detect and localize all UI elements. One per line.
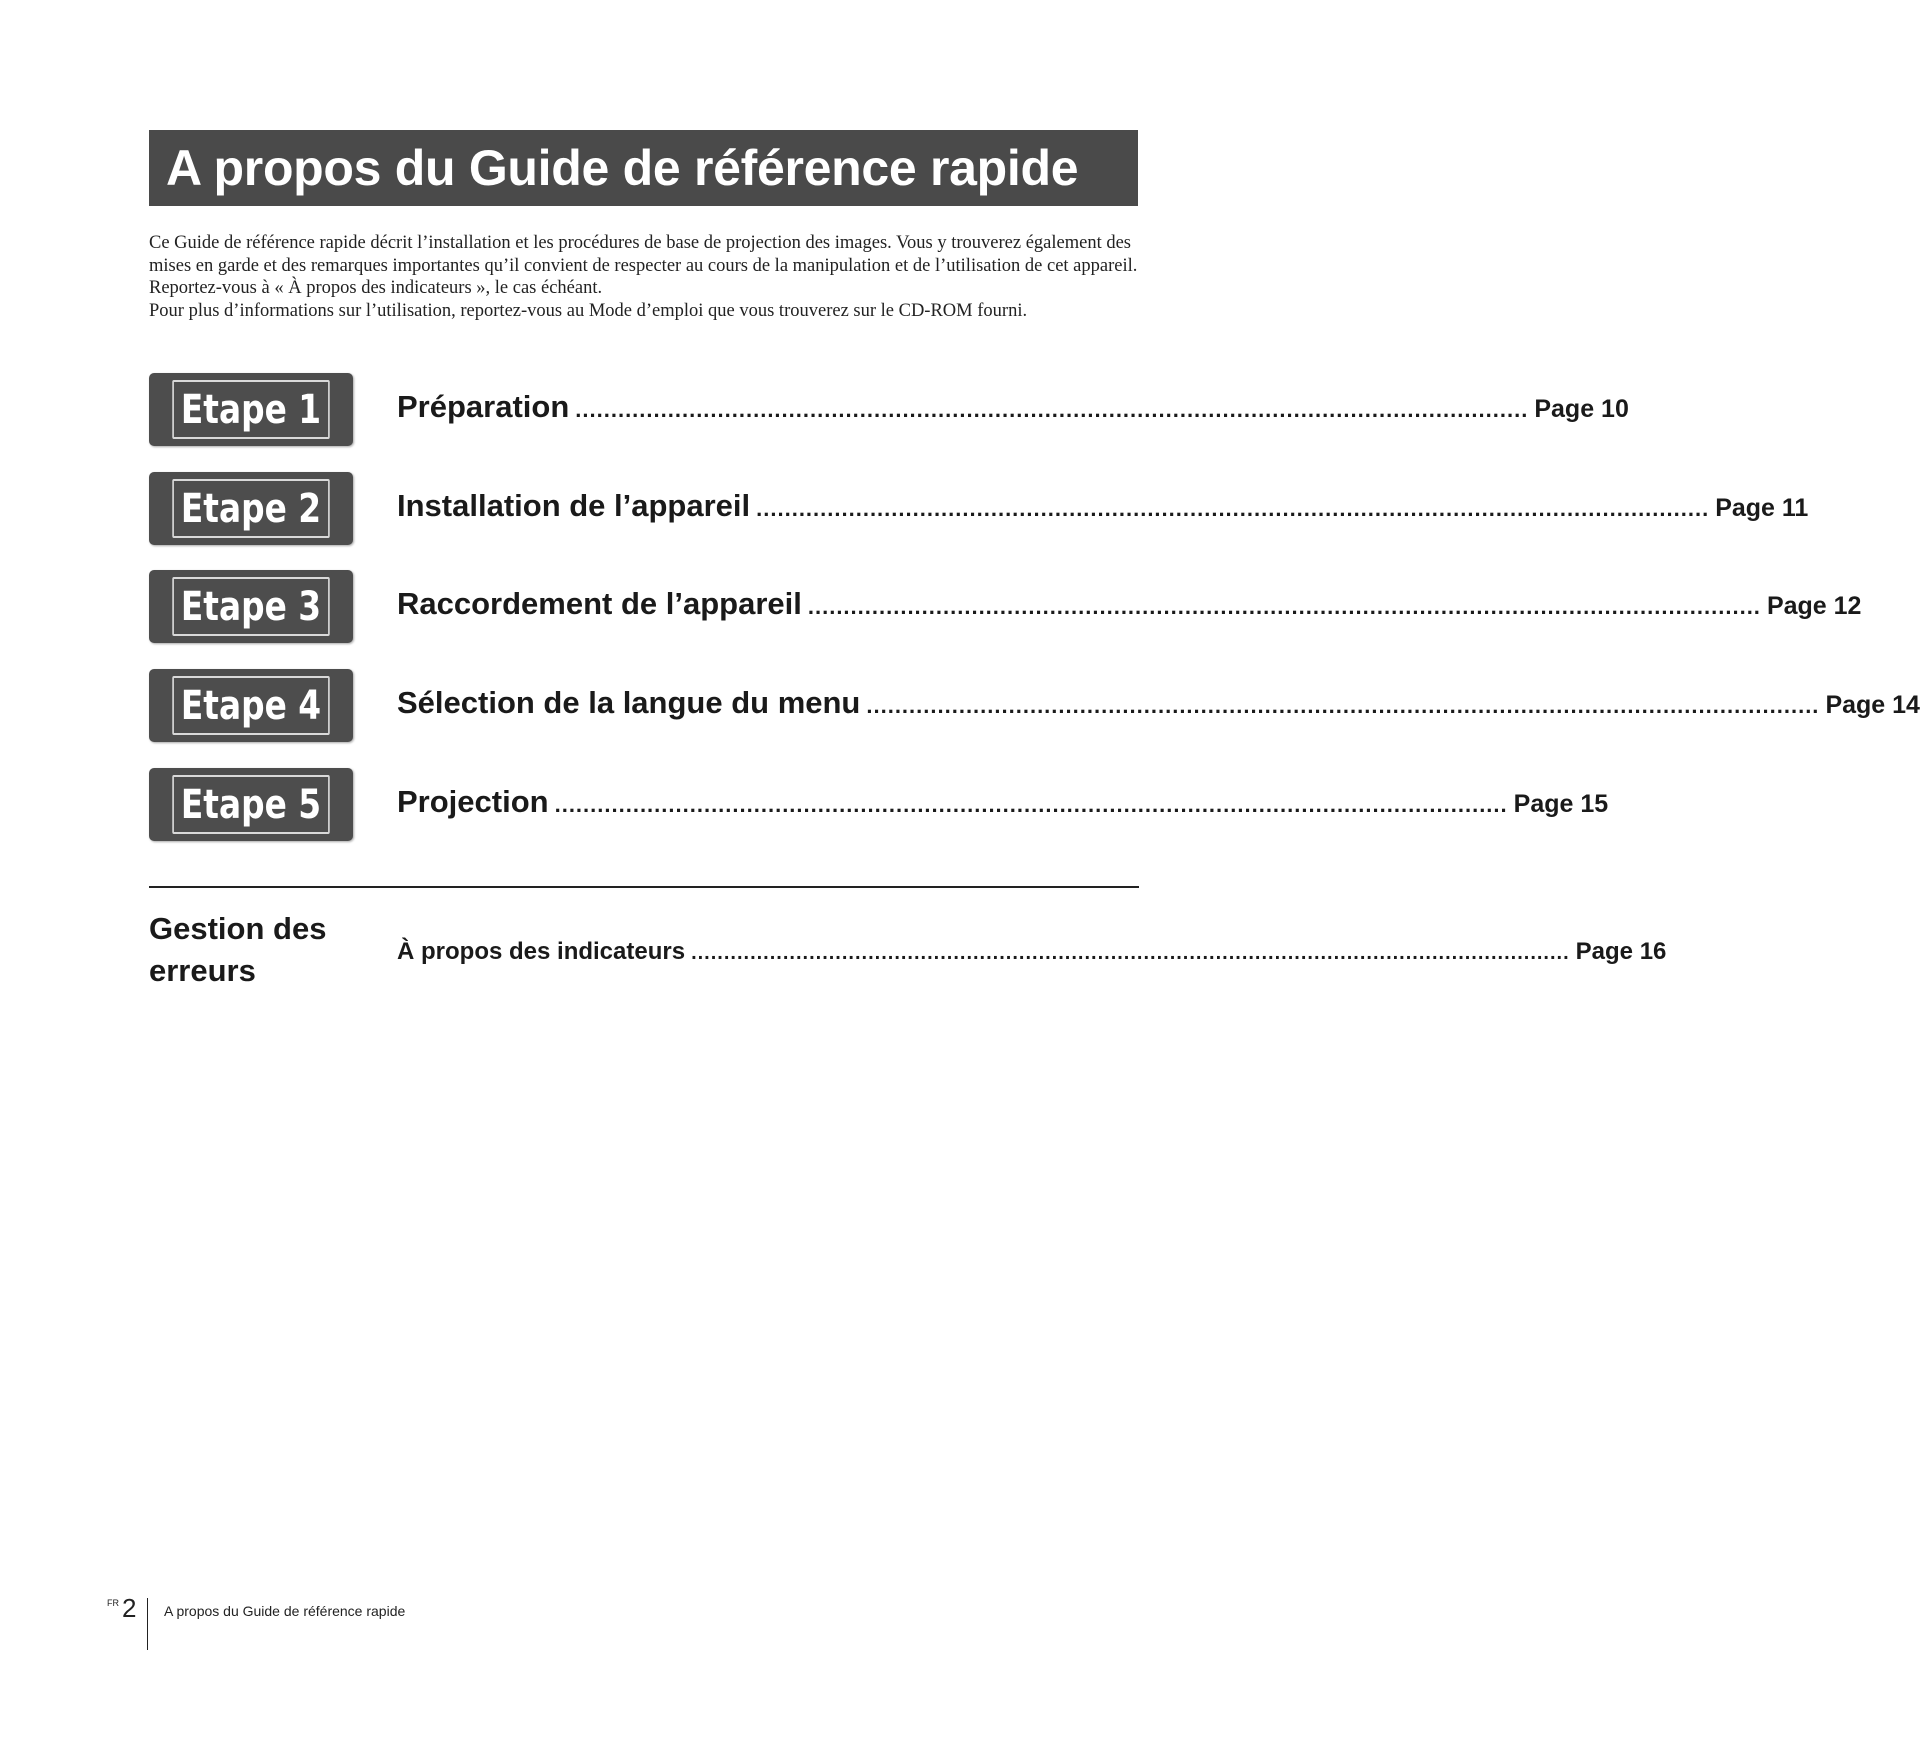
step-badge-label: Etape 5 <box>172 775 329 834</box>
dot-leader: ...................................................................................................................................... <box>756 496 1710 521</box>
toc-entry-page: Page 15 <box>1513 790 1609 818</box>
dot-leader: ...................................................................................................................................... <box>807 594 1761 619</box>
dot-leader: ...................................................................................................................................... <box>575 397 1529 422</box>
toc-entry-page: Page 12 <box>1766 592 1862 620</box>
step-badge-label: Etape 2 <box>172 479 329 538</box>
toc-entry-title: Installation de l’appareil <box>397 488 751 523</box>
step-badge <box>149 570 353 643</box>
toc-entry[interactable] <box>397 784 1609 820</box>
intro-text <box>149 232 1149 322</box>
footer-language-code: FR <box>107 1598 119 1608</box>
toc-entry-title: Sélection de la langue du menu <box>397 685 861 720</box>
toc-entry[interactable] <box>397 488 1809 524</box>
toc-step-4 <box>149 669 1920 743</box>
dot-leader: ...................................................................................................................................... <box>691 942 1570 964</box>
step-badge <box>149 669 353 742</box>
toc-entry-title: Raccordement de l’appareil <box>397 586 802 621</box>
toc-entry[interactable] <box>397 685 1920 721</box>
step-badge-label: Etape 1 <box>172 380 329 439</box>
toc-entry-title: Préparation <box>397 389 570 424</box>
toc-step-2 <box>149 472 1809 546</box>
step-badge-label: Etape 4 <box>172 676 329 735</box>
toc-entry-title: À propos des indicateurs <box>397 938 686 965</box>
toc-entry[interactable] <box>397 586 1862 622</box>
footer-running-title: A propos du Guide de référence rapide <box>164 1603 406 1619</box>
toc-step-3 <box>149 570 1862 644</box>
section-divider <box>149 886 1139 888</box>
toc-entry-title: Projection <box>397 784 549 819</box>
intro-paragraph: Reportez-vous à « À propos des indicateurs », le cas échéant. <box>149 278 603 298</box>
page-title <box>149 130 1138 206</box>
footer-page-number: 2 <box>122 1593 137 1623</box>
step-badge <box>149 768 353 841</box>
step-badge-label: Etape 3 <box>172 577 329 636</box>
dot-leader: ...................................................................................................................................... <box>554 792 1508 817</box>
toc-entry-page: Page 11 <box>1715 494 1809 522</box>
toc-entry-page: Page 16 <box>1575 938 1667 965</box>
toc-step-5 <box>149 768 1609 842</box>
toc-entry-page: Page 10 <box>1534 395 1629 423</box>
intro-paragraph: Ce Guide de référence rapide décrit l’installation et les procédures de base de projection des images. Vous y trouverez également des mises en garde et des remarques importantes qu’il convient de respecter au cours de la manipulation et de l’utilisation de cet appareil. <box>149 233 1138 276</box>
footer-divider <box>147 1598 148 1650</box>
errors-heading: Gestion des erreurs <box>149 911 327 988</box>
page-title-text: A propos du Guide de référence rapide <box>166 140 1079 196</box>
toc-step-1 <box>149 373 1629 447</box>
toc-entry-page: Page 14 <box>1825 691 1920 719</box>
dot-leader: ...................................................................................................................................... <box>866 693 1820 718</box>
step-badge <box>149 373 353 446</box>
toc-entry[interactable] <box>397 389 1629 425</box>
toc-entry-indicators[interactable] <box>397 938 1667 966</box>
intro-paragraph: Pour plus d’informations sur l’utilisation, reportez-vous au Mode d’emploi que vous trouverez sur le CD-ROM fourni. <box>149 300 1028 321</box>
step-badge <box>149 472 353 545</box>
